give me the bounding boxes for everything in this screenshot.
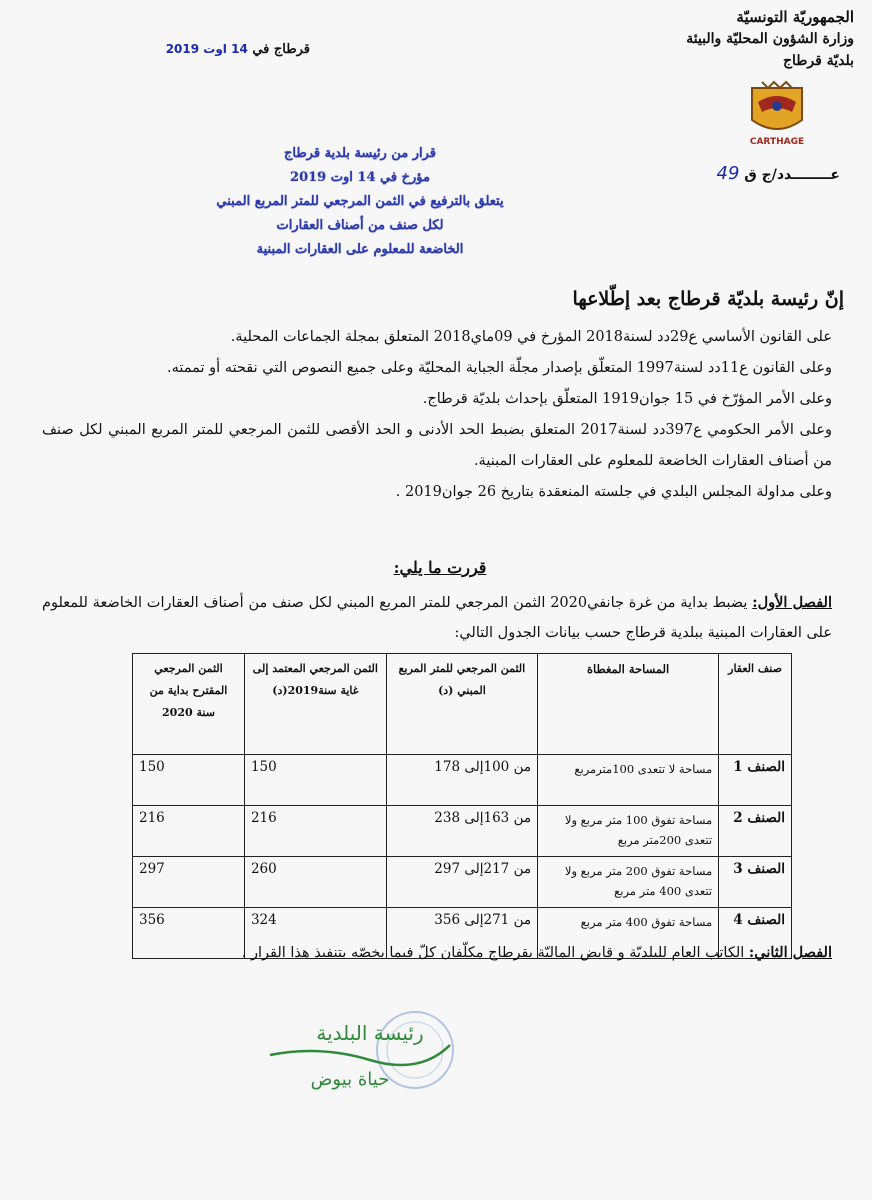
cell-area: مساحة تفوق 400 متر مربع (538, 908, 719, 959)
table-row (133, 806, 792, 857)
reference-number (570, 163, 840, 184)
cell-range: من 217إلى 297 (386, 857, 537, 908)
reference-label: عــــــــدد/ج ق (744, 167, 840, 183)
signature-block (240, 1005, 470, 1105)
intro-heading: إنّ رئيسة بلديّة قرطاج بعد إطّلاعها (572, 288, 844, 310)
article-2-text: الكاتب العام للبلديّة و قابض الماليّة بقرطاج مكلّفان كلّ فيما يخصّه بتنفيذ هذا القرار . (241, 945, 749, 961)
cell-range: من 163إلى 238 (386, 806, 537, 857)
preamble-paragraph: وعلى الأمر الحكومي ع397دد لسنة2017 المتعلق بضبط الحد الأدنى و الحد الأقصى للثمن المرجعي للمتر المربع المبني لكل صنف من أصناف العقارات الخاضعة للمعلوم على العقارات المبنية. (42, 422, 832, 469)
cell-type: الصنف 2 (719, 806, 792, 857)
signature-title: رئيسة البلدية (316, 1021, 424, 1045)
cell-type: الصنف 1 (719, 755, 792, 806)
cell-current: 150 (244, 755, 386, 806)
table-header-row (133, 654, 792, 755)
cell-range: من 100إلى 178 (386, 755, 537, 806)
cell-area: مساحة تفوق 100 متر مربع ولا تتعدى 200متر مربع (538, 806, 719, 857)
article-2-label: الفصل الثاني: (748, 944, 832, 961)
dateline-date: 14 اوت 2019 (165, 42, 248, 56)
table-row (133, 755, 792, 806)
header-range: الثمن المرجعي للمتر المربع المبني (د) (386, 654, 537, 755)
cell-area: مساحة لا تتعدى 100مترمربع (538, 755, 719, 806)
dateline (110, 42, 310, 64)
carthage-logo (742, 80, 812, 150)
logo-caption: CARTHAGE (749, 137, 805, 147)
table-row (133, 857, 792, 908)
preamble (42, 322, 832, 508)
cell-area: مساحة تفوق 200 متر مربع ولا تتعدى 400 متر مربع (538, 857, 719, 908)
municipality-line: بلديّة قرطاج (782, 53, 854, 69)
cell-type: الصنف 4 (719, 908, 792, 959)
decision-title (110, 142, 610, 262)
reference-value: 49 (716, 163, 740, 184)
decision-title-line-4: لكل صنف من أصناف العقارات (276, 218, 444, 233)
article-1-label: الفصل الأول: (752, 594, 832, 611)
dateline-place: قرطاج في (252, 42, 310, 57)
cell-current: 216 (244, 806, 386, 857)
ministry-line: وزارة الشؤون المحليّة والبيئة (686, 31, 854, 47)
cell-type: الصنف 3 (719, 857, 792, 908)
cell-current: 260 (244, 857, 386, 908)
decision-title-line-3: يتعلق بالترفيع في الثمن المرجعي للمتر المربع المبني (216, 194, 504, 209)
decision-title-line-5: الخاضعة للمعلوم على العقارات المبنية (256, 242, 464, 257)
cell-range: من 271إلى 356 (386, 908, 537, 959)
header-area: المساحة المغطاة (538, 654, 719, 755)
header-current: الثمن المرجعي المعتمد إلى غاية سنة2019(د) (244, 654, 386, 755)
preamble-paragraph: وعلى القانون ع11دد لسنة1997 المتعلّق بإصدار مجلّة الجباية المحليّة وعلى جميع النصوص التي نقحته أو تممته. (166, 360, 832, 376)
header-proposed: الثمن المرجعي المقترح بداية من سنة 2020 (133, 654, 245, 755)
cell-proposed: 150 (133, 755, 245, 806)
cell-proposed: 356 (133, 908, 245, 959)
republic-line: الجمهوريّة التونسيّة (736, 8, 854, 26)
article-1 (42, 588, 832, 648)
decision-title-line-1: قرار من رئيسة بلدية قرطاج (283, 146, 437, 161)
reference-price-table (132, 653, 792, 959)
signature-name: حياة بيوض (310, 1069, 390, 1090)
preamble-paragraph: وعلى الأمر المؤرّخ في 15 جوان1919 المتعلّق بإحداث بلديّة قرطاج. (422, 391, 832, 407)
header-type: صنف العقار (719, 654, 792, 755)
institution-header (644, 6, 854, 72)
decision-title-line-2: مؤرخ في 14 اوت 2019 (290, 170, 430, 185)
cell-proposed: 297 (133, 857, 245, 908)
signature-stroke-icon (270, 1045, 450, 1065)
decides-heading: قررت ما يلي: (393, 558, 487, 577)
cell-current: 324 (244, 908, 386, 959)
article-2 (42, 944, 832, 961)
preamble-paragraph: وعلى مداولة المجلس البلدي في جلسته المنعقدة بتاريخ 26 جوان2019 . (395, 484, 832, 500)
article-1-text: يضبط بداية من غرة جانفي2020 الثمن المرجعي للمتر المربع المبني لكل صنف من أصناف العقارات الخاضعة للمعلوم على العقارات المبنية ببلدية قرطاج حسب بيانات الجدول التالي: (42, 595, 832, 641)
preamble-paragraph: على القانون الأساسي ع29دد لسنة2018 المؤرخ في 09ماي2018 المتعلق بمجلة الجماعات المحلية. (230, 329, 832, 345)
cell-proposed: 216 (133, 806, 245, 857)
